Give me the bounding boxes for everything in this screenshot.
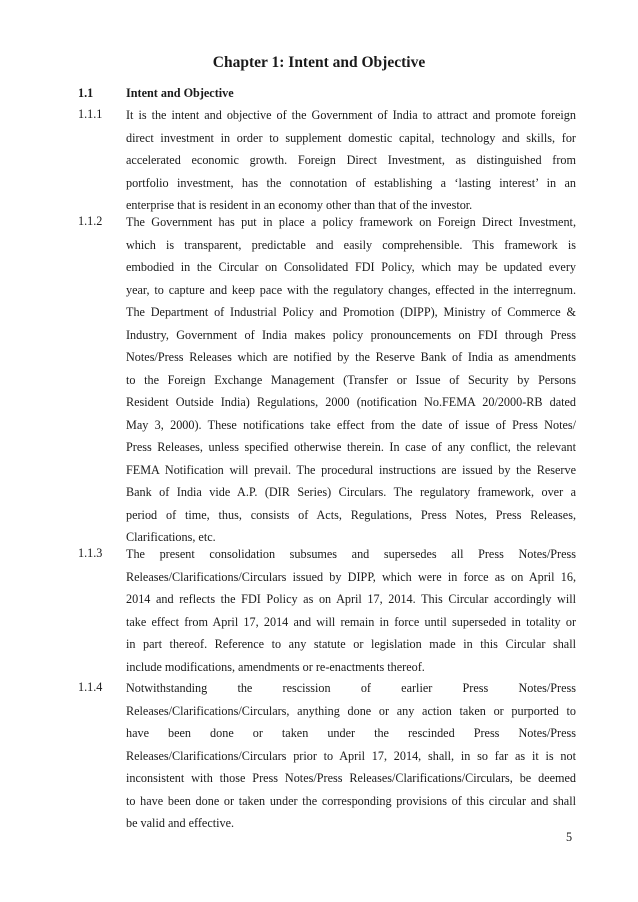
paragraph-body	[126, 107, 576, 220]
chapter-title: Chapter 1: Intent and Objective	[212, 54, 426, 71]
paragraph-line: be valid and effective.	[126, 816, 235, 830]
paragraph-line: The Government has put in place a policy framework on Foreign Direct Investment,	[126, 215, 576, 229]
paragraph-line: accelerated economic growth. Foreign Direct Investment, as distinguished from	[126, 153, 576, 167]
paragraph-body	[126, 546, 576, 681]
paragraph-line: Releases/Clarifications/Circulars, anything done or any action taken or purported to	[126, 703, 576, 718]
paragraph-line: to have been done or taken under the corresponding provisions of this circular and shall	[126, 793, 576, 808]
paragraph-line: Industry, Government of India makes policy pronouncements on FDI through Press	[126, 327, 576, 342]
paragraph-line: in part thereof. Reference to any statute or legislation made in this Circular shall	[126, 637, 576, 651]
paragraph-line: Notes/Press Releases which are notified by the Reserve Bank of India as amendments	[126, 350, 576, 364]
paragraph-number: 1.1.4	[78, 680, 103, 694]
paragraph-line: Bank of India vide A.P. (DIR Series) Circulars. The regulatory framework, over a	[126, 485, 576, 499]
paragraph-number: 1.1.3	[78, 546, 103, 560]
paragraph-line: take effect from April 17, 2014 and will remain in force until superseded in totality or	[126, 614, 576, 629]
section-heading-text: Intent and Objective	[126, 86, 234, 100]
paragraph-line: Releases/Clarifications/Circulars issued by DIPP, which were in force as on April 16,	[126, 569, 576, 584]
paragraph-number: 1.1.1	[78, 107, 103, 121]
paragraph-line: to the Foreign Exchange Management (Transfer or Issue of Security by Persons	[126, 372, 576, 387]
paragraph-line: year, to capture and keep pace with the regulatory changes, effected in the interregnum.	[126, 282, 576, 297]
paragraph-line: include modifications, amendments or re-enactments thereof.	[126, 659, 425, 674]
page-number: 5	[566, 830, 573, 844]
paragraph-line: It is the intent and objective of the Government of India to attract and promote foreign	[126, 108, 576, 122]
paragraph-line: enterprise that is resident in an economy other than that of the investor.	[126, 198, 473, 212]
paragraph-body	[126, 214, 576, 552]
paragraph-line: portfolio investment, has the connotation of establishing a ‘lasting interest’ in an	[126, 175, 576, 190]
paragraph-line: period of time, thus, consists of Acts, Regulations, Press Notes, Press Releases,	[126, 507, 576, 522]
paragraph-line: Notwithstanding the rescission of earlier Press Notes/Press	[126, 681, 576, 695]
paragraph-number: 1.1.2	[78, 214, 103, 228]
paragraph-line: May 3, 2000). These notifications take effect from the date of issue of Press Notes/	[126, 417, 576, 432]
paragraph-line: The present consolidation subsumes and supersedes all Press Notes/Press	[126, 547, 576, 561]
paragraph-line: Clarifications, etc.	[126, 530, 216, 544]
section-heading-number: 1.1	[78, 86, 94, 100]
paragraph-line: have been done or taken under the rescinded Press Notes/Press	[126, 726, 576, 740]
paragraph-line: Press Releases, unless specified otherwise therein. In case of any conflict, the relevant	[126, 440, 576, 454]
paragraph-line: Resident Outside India) Regulations, 2000 (notification No.FEMA 20/2000-RB dated	[126, 395, 576, 409]
paragraph-line: which is transparent, predictable and easily comprehensible. This framework is	[126, 237, 576, 252]
paragraph-line: embodied in the Circular on Consolidated FDI Policy, which may be updated every	[126, 260, 576, 274]
paragraph-line: Releases/Clarifications/Circulars prior to April 17, 2014, shall, in so far as it is not	[126, 748, 576, 763]
paragraph-line: direct investment in order to supplement domestic capital, technology and skills, for	[126, 130, 576, 145]
paragraph-line: FEMA Notification will prevail. The procedural instructions are issued by the Reserve	[126, 462, 576, 477]
paragraph-line: The Department of Industrial Policy and Promotion (DIPP), Ministry of Commerce &	[126, 305, 576, 319]
paragraph-line: inconsistent with those Press Notes/Press Releases/Clarifications/Circulars, be deemed	[126, 771, 576, 785]
paragraph-line: 2014 and reflects the FDI Policy as on April 17, 2014. This Circular accordingly will	[126, 592, 576, 606]
paragraph-body	[126, 680, 576, 838]
